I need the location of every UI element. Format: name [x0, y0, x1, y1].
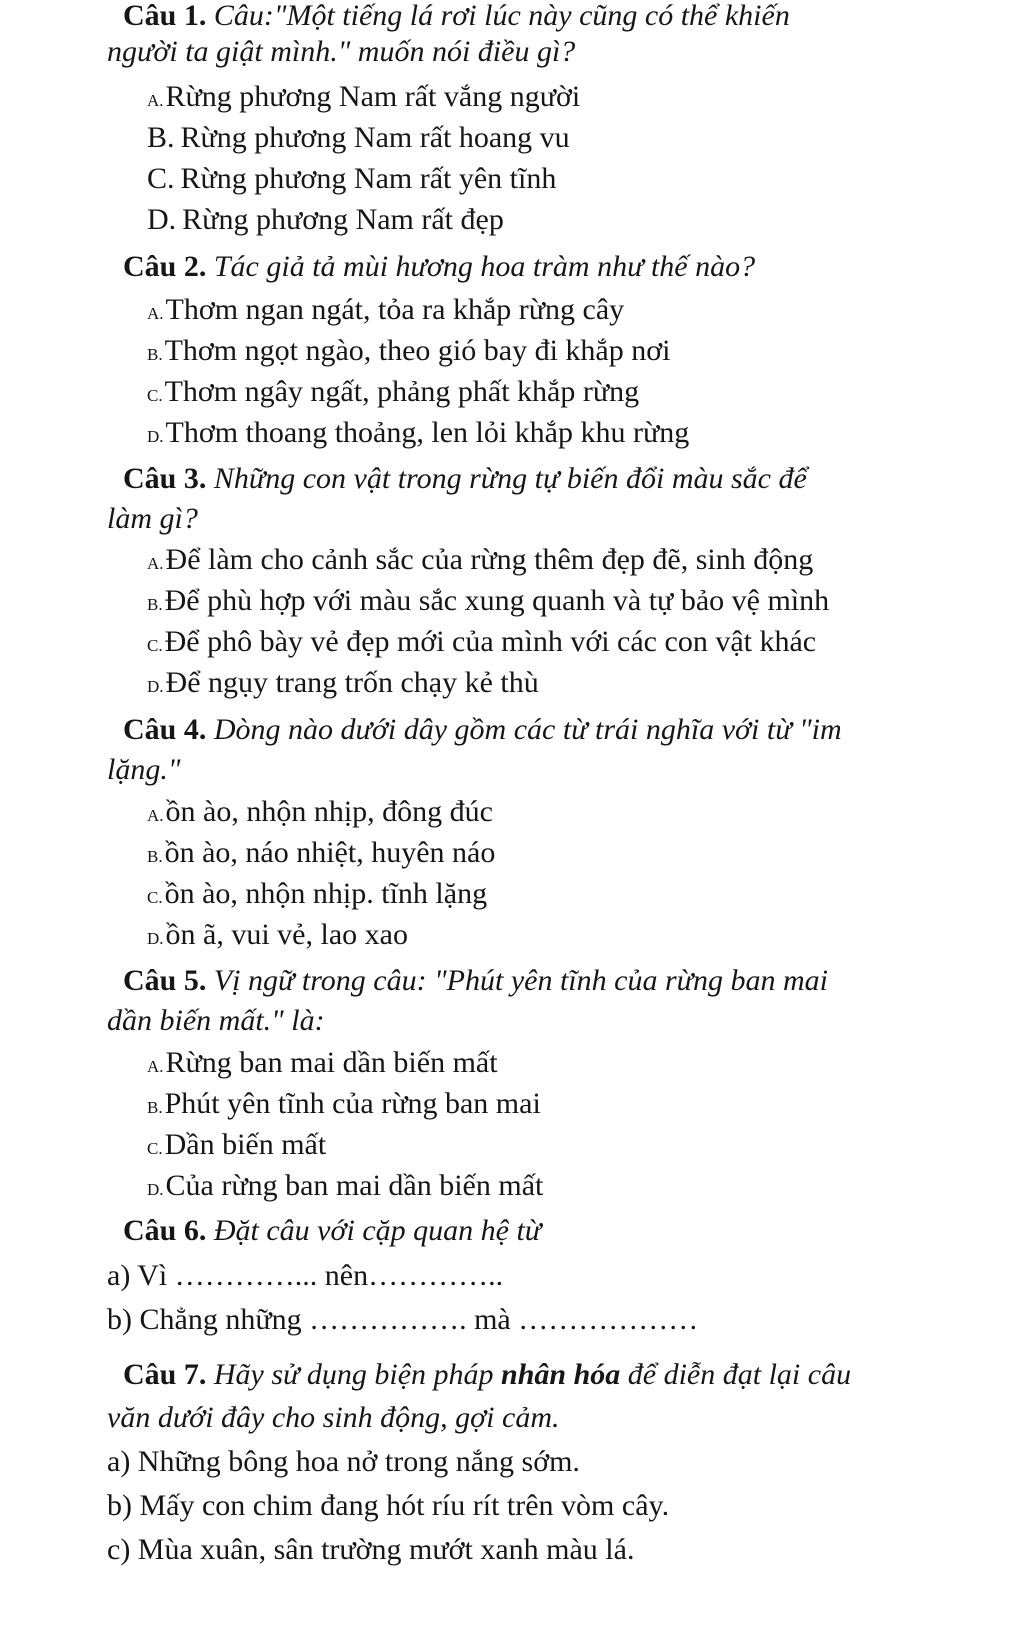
question-4-text-line2: lặng." — [107, 753, 181, 786]
question-5-title — [123, 963, 828, 999]
question-3-text-line2: làm gì? — [107, 502, 198, 535]
option-label: D. — [147, 203, 177, 236]
option-text: Để phô bày vẻ đẹp mới của mình với các con vật khác — [164, 625, 817, 658]
question-5-label: Câu 5. — [123, 964, 207, 997]
question-7-text-line2: văn dưới đây cho sinh động, gợi cảm. — [107, 1401, 560, 1434]
option-text: Phút yên tĩnh của rừng ban mai — [164, 1087, 541, 1120]
question-7-label: Câu 7. — [123, 1358, 207, 1391]
option-text: Thơm ngọt ngào, theo gió bay đi khắp nơi — [164, 334, 671, 367]
option-text: Để ngụy trang trốn chạy kẻ thù — [165, 666, 539, 699]
option-label: B. — [147, 121, 175, 154]
question-3-label: Câu 3. — [123, 462, 207, 495]
question-4-text-cont — [107, 752, 180, 788]
option-label: A. — [147, 554, 164, 573]
question-3-title — [123, 461, 807, 497]
option-label: A. — [147, 304, 164, 323]
q1-option-b — [147, 120, 570, 156]
question-7-text-part1: Hãy sử dụng biện pháp — [213, 1358, 502, 1391]
q7-item-a: a) Những bông hoa nở trong nắng sớm. — [107, 1445, 580, 1478]
option-label: D. — [147, 677, 164, 696]
option-text: Của rừng ban mai dần biến mất — [165, 1169, 544, 1202]
question-4-title — [123, 712, 842, 748]
option-text: Để phù hợp với màu sắc xung quanh và tự bảo vệ mình — [164, 584, 830, 617]
option-text: Rừng phương Nam rất yên tĩnh — [180, 162, 557, 195]
option-text: Thơm ngan ngát, tỏa ra khắp rừng cây — [165, 293, 625, 326]
q3-option-b — [147, 583, 829, 623]
option-label: B. — [147, 847, 163, 866]
q2-option-c — [147, 374, 639, 414]
q5-option-a — [147, 1045, 498, 1085]
question-2-label: Câu 2. — [123, 250, 207, 283]
option-label: A. — [147, 806, 164, 825]
question-5-text: Vị ngữ trong câu: "Phút yên tĩnh của rừng ban mai — [213, 964, 828, 997]
option-text: Rừng ban mai dần biến mất — [165, 1046, 498, 1079]
q1-option-d — [147, 202, 504, 238]
q7-item-b: b) Mấy con chim đang hót ríu rít trên vòm cây. — [107, 1489, 670, 1522]
option-text: ồn ào, nhộn nhịp. tĩnh lặng — [164, 877, 488, 910]
question-7-text-cont — [107, 1400, 560, 1436]
question-7-title — [123, 1357, 851, 1393]
question-3-text: Những con vật trong rừng tự biến đổi màu sắc để — [213, 462, 807, 495]
q3-option-c — [147, 624, 816, 664]
question-6-text: Đặt câu với cặp quan hệ từ — [213, 1214, 542, 1247]
option-text: Thơm thoang thoảng, len lỏi khắp khu rừng — [165, 416, 690, 449]
q4-option-d — [147, 917, 408, 957]
question-2-title — [123, 249, 755, 285]
question-7-text-bold: nhân hóa — [501, 1358, 621, 1391]
option-text: Rừng phương Nam rất hoang vu — [180, 121, 570, 154]
question-1-label: Câu 1. — [123, 0, 207, 32]
option-label: C. — [147, 636, 163, 655]
q5-option-b — [147, 1086, 541, 1126]
q1-option-a — [147, 79, 580, 119]
q4-option-c — [147, 876, 487, 916]
option-label: C. — [147, 1139, 163, 1158]
option-label: A. — [147, 1057, 164, 1076]
question-4-label: Câu 4. — [123, 713, 207, 746]
q7-item-c: c) Mùa xuân, sân trường mướt xanh màu lá. — [107, 1533, 635, 1566]
option-label: C. — [147, 162, 175, 195]
option-text: Rừng phương Nam rất đẹp — [182, 203, 504, 236]
question-2-text: Tác giả tả mùi hương hoa tràm như thế nào? — [213, 250, 756, 283]
option-label: B. — [147, 1098, 163, 1117]
question-5-text-cont — [107, 1003, 325, 1039]
option-label: B. — [147, 345, 163, 364]
q4-option-b — [147, 835, 495, 875]
question-1-title — [123, 0, 790, 34]
option-text: ồn ào, náo nhiệt, huyên náo — [164, 836, 496, 869]
q4-option-a — [147, 794, 493, 834]
option-text: Dần biến mất — [164, 1128, 327, 1161]
option-text: Thơm ngây ngất, phảng phất khắp rừng — [164, 375, 640, 408]
option-label: D. — [147, 1180, 164, 1199]
q5-option-d — [147, 1168, 543, 1208]
question-4-text: Dòng nào dưới dây gồm các từ trái nghĩa với từ "im — [213, 713, 842, 746]
q5-option-c — [147, 1127, 326, 1167]
option-text: Rừng phương Nam rất vắng người — [165, 80, 581, 113]
q6-line-a: a) Vì …………... nên………….. — [107, 1259, 504, 1292]
option-label: A. — [147, 91, 164, 110]
question-6-label: Câu 6. — [123, 1214, 207, 1247]
option-label: D. — [147, 427, 164, 446]
question-1-text-cont — [107, 34, 575, 70]
q1-option-c — [147, 161, 556, 197]
q2-option-d — [147, 415, 689, 455]
option-text: ồn ã, vui vẻ, lao xao — [165, 918, 408, 951]
question-6-title — [123, 1213, 541, 1249]
option-label: D. — [147, 929, 164, 948]
q2-option-a — [147, 292, 624, 332]
question-5-text-line2: dần biến mất." là: — [107, 1004, 325, 1037]
question-1-text: Câu:"Một tiếng lá rơi lúc này cũng có thể khiến — [213, 0, 790, 32]
option-label: C. — [147, 386, 163, 405]
option-text: Để làm cho cảnh sắc của rừng thêm đẹp đẽ, sinh động — [165, 543, 814, 576]
q2-option-b — [147, 333, 670, 373]
q3-option-d — [147, 665, 539, 705]
option-label: C. — [147, 888, 163, 907]
question-7-text-part2: để diễn đạt lại câu — [620, 1358, 852, 1391]
q6-line-b: b) Chẳng những ……………. mà ……………… — [107, 1303, 699, 1336]
option-text: ồn ào, nhộn nhịp, đông đúc — [165, 795, 493, 828]
question-1-text-line2: người ta giật mình." muốn nói điều gì? — [107, 35, 576, 68]
question-3-text-cont — [107, 501, 198, 537]
q3-option-a — [147, 542, 813, 582]
option-label: B. — [147, 595, 163, 614]
